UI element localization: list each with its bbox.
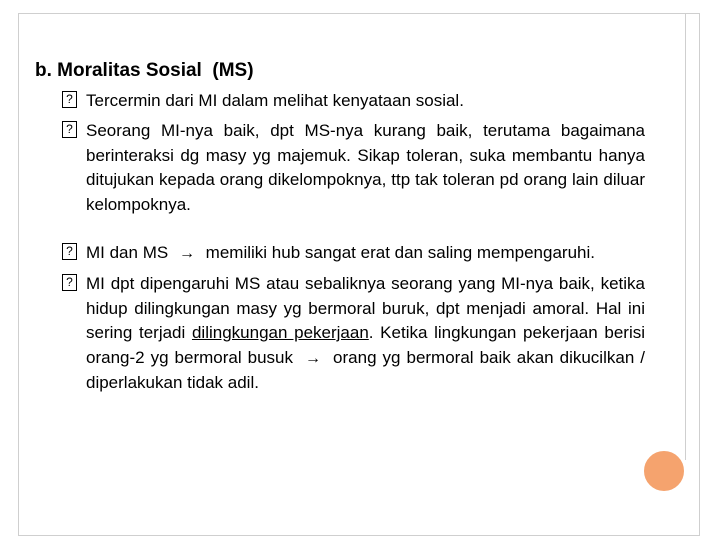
bullet-item-2-text: Seorang MI-nya baik, dpt MS-nya kurang baik, terutama bagaimana berinteraksi dg masy yg majemuk. Sikap toleran, suka membantu hanya ditujukan kepada orang dikelompoknya, ttp tak toleran pd orang lain diluar kelompoknya. — [86, 121, 645, 214]
bullet-item-1-text: Tercermin dari MI dalam melihat kenyataan sosial. — [86, 91, 464, 110]
underlined-phrase: dilingkungan pekerjaan — [191, 323, 369, 342]
right-arrow-icon: → — [178, 245, 195, 262]
bullet-item-3 — [62, 241, 645, 267]
unknown-glyph-box-icon — [62, 243, 77, 260]
right-arrow-icon: → — [305, 349, 322, 367]
bullet-item-4-text-after: orang yg bermoral baik akan dikucilkan / diperlakukan tidak adil. — [86, 347, 645, 392]
unknown-glyph-box-icon — [62, 121, 77, 138]
bullet-item-2 — [62, 119, 645, 217]
bullet-item-4 — [62, 272, 645, 396]
bullet-item-4-text-middle: . Ketika lingkungan pekerjaan berisi orang-2 yg bermoral busuk — [86, 323, 645, 367]
bullet-item-3-text-before: MI dan MS — [86, 243, 169, 262]
decorative-circle — [642, 449, 686, 493]
unknown-glyph-box-icon — [62, 274, 77, 291]
bullet-item-4-text-before: MI dpt dipengaruhi MS atau sebaliknya seorang yang MI-nya baik, ketika hidup dilingkungan masy yg bermoral buruk, dpt menjadi amoral. Hal ini sering terjadi — [86, 274, 645, 342]
bullet-item-1 — [62, 89, 645, 114]
slide-right-rail — [685, 14, 686, 460]
bullet-list — [62, 89, 645, 401]
section-heading: b. Moralitas Sosial (MS) — [35, 60, 254, 81]
bullet-item-3-text-after: memiliki hub sangat erat dan saling mempengaruhi. — [205, 243, 595, 262]
unknown-glyph-box-icon — [62, 91, 77, 108]
